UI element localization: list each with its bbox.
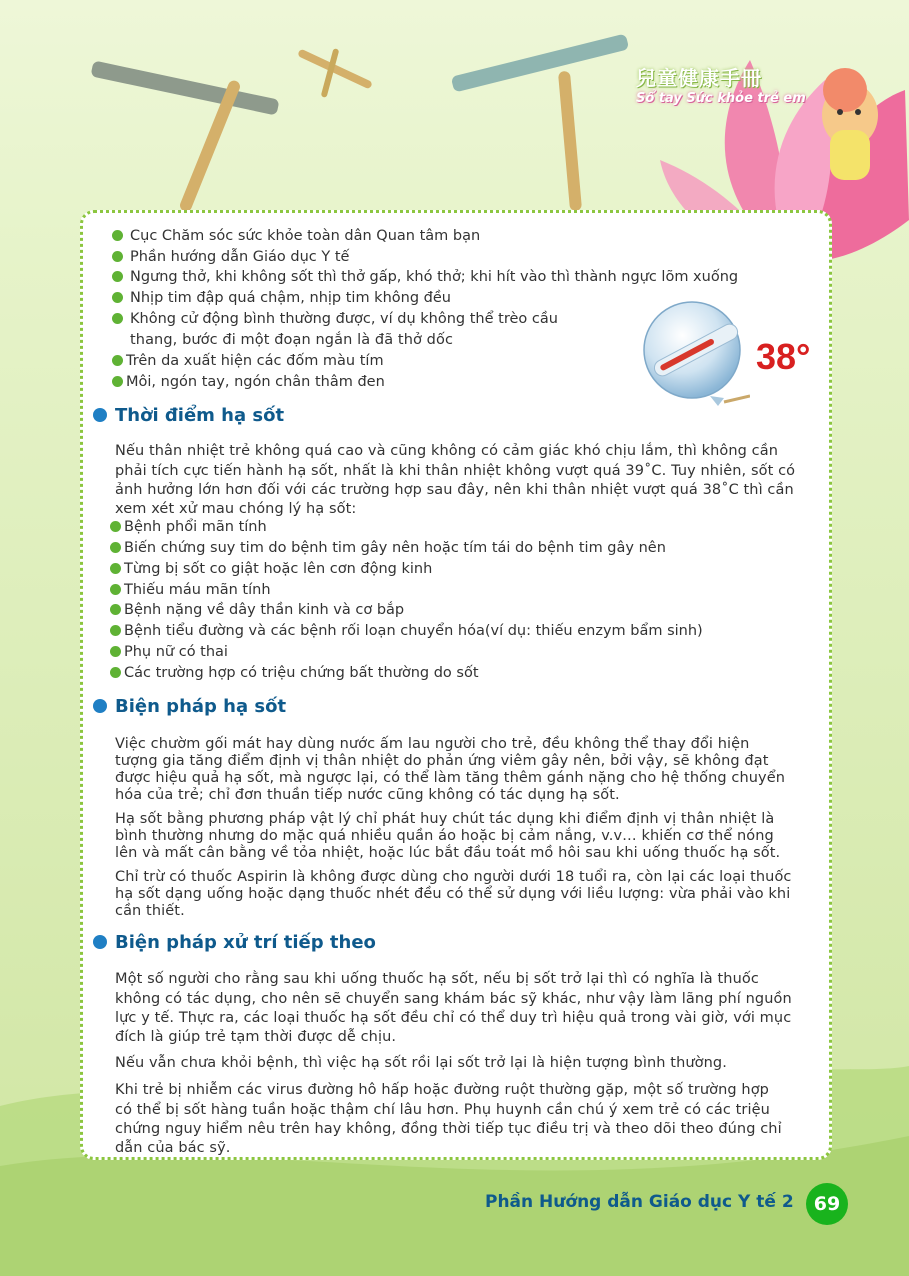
bullet-icon <box>110 542 121 553</box>
bullet-icon <box>112 376 123 387</box>
paragraph-line: Việc chườm gối mát hay dùng nước ấm lau người cho trẻ, đều không thể thay đổi hiện <box>115 736 750 752</box>
bullet-icon <box>112 271 123 282</box>
paragraph-line: chứng nguy hiểm nêu trên hay không, đồng thời tiếp tục điều trị và theo dõi theo đúng chỉ <box>115 1121 782 1137</box>
paragraph-line: bình thường nhưng do mặc quá nhiều quần áo hoặc bị cảm nắng, v.v… khiến cơ thể nóng <box>115 828 774 844</box>
heading-bullet-icon <box>93 935 107 949</box>
book-brand <box>636 62 816 106</box>
thermometer-bubble-illustration <box>640 298 750 410</box>
paragraph-line: lên và mất cân bằng về tỏa nhiệt, hoặc lúc bắt đầu toát mồ hôi sau khi uống thuốc hạ sốt. <box>115 845 781 861</box>
list-item: Ngưng thở, khi không sốt thì thở gấp, khó thở; khi hít vào thì thành ngực lõm xuống <box>112 268 738 287</box>
bullet-icon <box>110 667 121 678</box>
bullet-icon <box>112 313 123 324</box>
section-heading-fever-timing: Thời điểm hạ sốt <box>93 405 284 426</box>
bullet-icon <box>112 230 123 241</box>
paragraph-line: Nếu thân nhiệt trẻ không quá cao và cũng không có cảm giác khó chịu lắm, thì không cần <box>115 443 778 459</box>
paragraph-line: có thể bị sốt hàng tuần hoặc thậm chí lâu hơn. Phụ huynh cần chú ý xem trẻ có các triệu <box>115 1102 770 1118</box>
paragraph-line: hóa của trẻ; chỉ đơn thuần tiếp nước cũng không có tác dụng hạ sốt. <box>115 787 620 803</box>
list-item-continuation: thang, bước đi một đoạn ngắn là đã thở dốc <box>130 332 454 348</box>
paragraph-line: Hạ sốt bằng phương pháp vật lý chỉ phát huy chút tác dụng khi điểm định vị thân nhiệt là <box>115 811 775 827</box>
bullet-icon <box>110 646 121 657</box>
bullet-icon <box>112 251 123 262</box>
paragraph-line: cần thiết. <box>115 903 185 919</box>
bamboo-dragonfly-right <box>440 25 640 215</box>
paragraph-line: phải tích cực tiến hành hạ sốt, nhất là khi thân nhiệt không vượt quá 39˚C. Tuy nhiên, sốt có <box>115 463 796 479</box>
heading-bullet-icon <box>93 408 107 422</box>
list-item: Biến chứng suy tim do bệnh tim gây nên hoặc tím tái do bệnh tim gây nên <box>110 539 666 558</box>
paragraph-line: được hiệu quả hạ sốt, mà ngược lại, có thể làm tăng thêm gánh nặng cho hệ thống chuyển <box>115 770 786 786</box>
list-item: Nhịp tim đập quá chậm, nhịp tim không đều <box>112 289 451 308</box>
section-heading-follow-up: Biện pháp xử trí tiếp theo <box>93 932 376 953</box>
paragraph-line: Chỉ trừ có thuốc Aspirin là không được dùng cho người dưới 18 tuổi ra, còn lại các loại thuốc <box>115 869 792 885</box>
list-item: Bệnh phổi mãn tính <box>110 518 267 537</box>
paragraph-line: Một số người cho rằng sau khi uống thuốc hạ sốt, nếu bị sốt trở lại thì có nghĩa là thuốc <box>115 971 759 987</box>
paragraph-line: dẫn của bác sỹ. <box>115 1140 231 1156</box>
page-number-badge: 69 <box>806 1183 848 1225</box>
paragraph-line: tượng gia tăng điểm định vị thân nhiệt do phản ứng viêm gây nên, bởi vậy, sẽ không đạt <box>115 753 769 769</box>
section-heading-fever-reduction: Biện pháp hạ sốt <box>93 696 286 717</box>
bullet-icon <box>110 584 121 595</box>
list-item: Bệnh nặng về dây thần kinh và cơ bắp <box>110 601 404 620</box>
paragraph-line: Nếu vẫn chưa khỏi bệnh, thì việc hạ sốt rồi lại sốt trở lại là hiện tượng bình thường. <box>115 1055 727 1071</box>
list-item: Phụ nữ có thai <box>110 643 228 662</box>
bamboo-dragonfly-middle <box>290 30 390 110</box>
list-item: Phần hướng dẫn Giáo dục Y tế <box>112 248 349 267</box>
bullet-icon <box>110 563 121 574</box>
paragraph-line: lực y tế. Thực ra, các loại thuốc hạ sốt đều chỉ có thể duy trì hiệu quả trong vài giờ, với mục <box>115 1010 792 1026</box>
bullet-icon <box>110 625 121 636</box>
list-item: Cục Chăm sóc sức khỏe toàn dân Quan tâm bạn <box>112 227 480 246</box>
bullet-icon <box>112 355 123 366</box>
list-item: Bệnh tiểu đường và các bệnh rối loạn chuyển hóa(ví dụ: thiếu enzym bẩm sinh) <box>110 622 703 641</box>
paragraph-line: hạ sốt dạng uống hoặc dạng thuốc nhét đều có thể sử dụng với liều lượng: vừa phải vào khi <box>115 886 791 902</box>
bamboo-dragonfly-left <box>80 40 280 220</box>
list-item: Từng bị sốt co giật hoặc lên cơn động kinh <box>110 560 432 579</box>
temperature-38-label: 38° <box>756 336 811 377</box>
heading-bullet-icon <box>93 699 107 713</box>
bullet-icon <box>112 292 123 303</box>
list-item: Các trường hợp có triệu chứng bất thường do sốt <box>110 664 479 683</box>
paragraph-line: xem xét xử mau chóng lý hạ sốt: <box>115 501 357 517</box>
list-item: Thiếu máu mãn tính <box>110 581 271 600</box>
bullet-icon <box>110 604 121 615</box>
brand-title-vietnamese: Sổ tay Sức khỏe trẻ em <box>636 91 806 106</box>
paragraph-line: không có tác dụng, cho nên sẽ chuyển sang khám bác sỹ khác, như vậy làm lãng phí nguồn <box>115 991 792 1007</box>
bullet-icon <box>110 521 121 532</box>
list-item: Không cử động bình thường được, ví dụ không thể trèo cầu <box>112 310 558 329</box>
footer-section-title: Phần Hướng dẫn Giáo dục Y tế 2 <box>485 1192 794 1212</box>
paragraph-line: đích là giúp trẻ tạm thời được dễ chịu. <box>115 1029 397 1045</box>
list-item: Trên da xuất hiện các đốm màu tím <box>112 352 384 371</box>
brand-title-cjk: 兒童健康手冊 <box>636 66 762 90</box>
paragraph-line: ảnh hưởng lớn hơn đối với các trường hợp sau đây, nên khi thân nhiệt vượt quá 38˚C thì cần <box>115 482 794 498</box>
list-item: Môi, ngón tay, ngón chân thâm đen <box>112 373 385 392</box>
paragraph-line: Khi trẻ bị nhiễm các virus đường hô hấp hoặc đường ruột thường gặp, một số trường hợp <box>115 1082 769 1098</box>
